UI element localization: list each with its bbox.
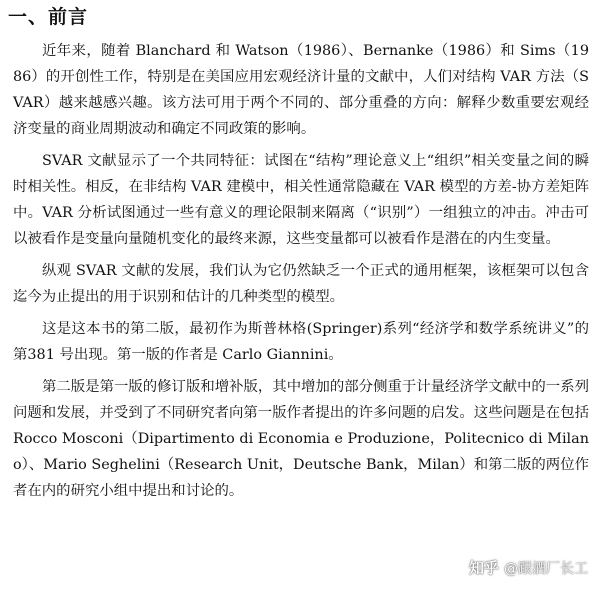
paragraph-4: 这是这本书的第二版，最初作为斯普林格(Springer)系列“经济学和数学系统讲义”的第381 号出现。第一版的作者是 Carlo Giannini。: [13, 321, 589, 363]
paragraph-2: SVAR 文献显示了一个共同特征：试图在“结构”理论意义上“组织”相关变量之间的瞬时相关性。相反，在非结构 VAR 建模中，相关性通常隐藏在 VAR 模型的方差-协方差矩阵中。VAR 分析试图通过一些有意义的理论限制来隔离（“识别”）一组独立的冲击。冲击可以被看作是变量向量随机变化的最终来源，这些变量都可以被看作是潜在的内生变量。: [13, 153, 589, 247]
paragraph-1: 近年来，随着 Blanchard 和 Watson（1986）、Bernanke（1986）和 Sims（1986）的开创性工作，特别是在美国应用宏观经济计量的文献中，人们对结构 VAR 方法（SVAR）越来越感兴趣。该方法可用于两个不同的、部分重叠的方向：解释少数重要宏观经济变量的商业周期波动和确定不同政策的影响。: [13, 43, 589, 137]
watermark-logo: 知乎: [468, 559, 499, 577]
watermark: [469, 557, 588, 578]
section-heading: 一、前言: [8, 6, 89, 28]
watermark-handle: @跟酒厂长工: [504, 560, 588, 577]
paragraph-3: 纵观 SVAR 文献的发展，我们认为它仍然缺乏一个正式的通用框架，该框架可以包含迄今为止提出的用于识别和估计的几种类型的模型。: [13, 263, 589, 305]
body-text: [13, 38, 589, 510]
paragraph-5: 第二版是第一版的修订版和增补版，其中增加的部分侧重于计量经济学文献中的一系列问题和发展，并受到了不同研究者向第一版作者提出的许多问题的启发。这些问题是在包括 Rocco Mosconi（Dipartimento di Economia e Produzione，Politecnico di Milano）、Mario Seghelini（Research Unit，Deutsche Bank，Milan）和第二版的两位作者在内的研究小组中提出和讨论的。: [13, 379, 589, 499]
